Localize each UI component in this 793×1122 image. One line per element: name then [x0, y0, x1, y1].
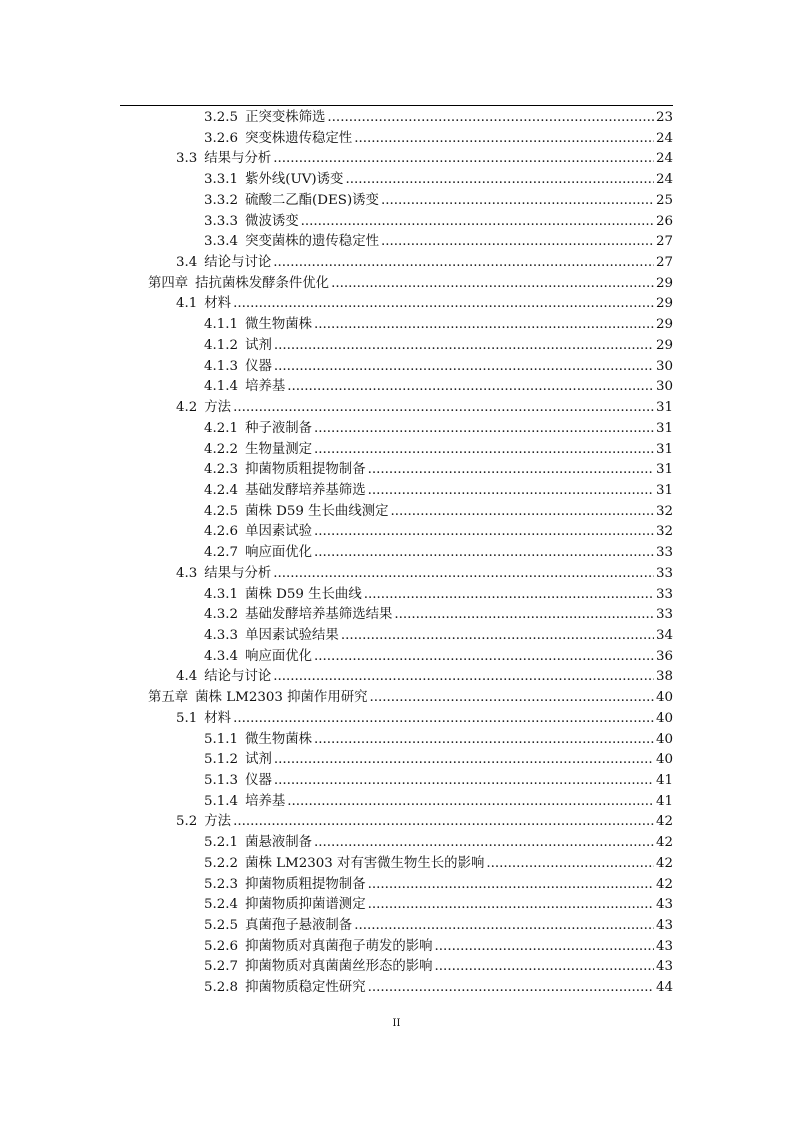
toc-entry-number: 5.2.3	[204, 876, 239, 892]
toc-entry-text	[148, 688, 673, 709]
toc-entry-label: 菌株 LM2303 对有害微生物生长的影响	[245, 855, 485, 871]
toc-entry-page: 43	[654, 916, 673, 937]
toc-entry-label: 菌株 LM2303 抑菌作用研究	[195, 690, 368, 706]
toc-entry[interactable]	[0, 377, 793, 398]
toc-entry[interactable]	[0, 916, 793, 937]
table-of-contents	[0, 108, 793, 999]
toc-entry-page: 40	[654, 688, 673, 709]
toc-entry-title	[176, 566, 273, 581]
toc-entry-title	[204, 234, 381, 249]
toc-entry-label: 真菌孢子悬液制备	[245, 918, 353, 934]
toc-entry-label: 菌悬液制备	[245, 835, 313, 851]
toc-entry-title	[204, 732, 314, 747]
toc-entry-number: 4.2.4	[204, 482, 239, 498]
toc-entry-page: 42	[654, 875, 673, 896]
toc-entry-number: 4.1.4	[204, 379, 239, 395]
toc-entry-label: 结果与分析	[204, 151, 272, 167]
toc-entry-label: 仪器	[245, 358, 272, 374]
toc-entry-page: 26	[654, 212, 673, 233]
toc-entry-title	[176, 814, 233, 829]
toc-entry-label: 拮抗菌株发酵条件优化	[195, 275, 330, 291]
toc-entry-page: 31	[654, 460, 673, 481]
toc-entry-title	[204, 193, 381, 208]
header-rule	[120, 105, 673, 106]
toc-entry[interactable]	[0, 730, 793, 751]
toc-entry-text	[204, 543, 673, 564]
toc-entry-text	[204, 315, 673, 336]
toc-entry-label: 试剂	[245, 337, 272, 353]
toc-entry-title	[204, 421, 314, 436]
toc-entry-number: 第四章	[148, 275, 189, 291]
toc-entry-text	[204, 937, 673, 958]
toc-entry-text	[204, 978, 673, 999]
toc-entry[interactable]	[0, 212, 793, 233]
toc-entry-label: 单因素试验	[245, 524, 313, 540]
toc-entry-number: 4.1.2	[204, 337, 239, 353]
toc-entry[interactable]	[0, 688, 793, 709]
toc-entry-text	[204, 875, 673, 896]
toc-entry-label: 基础发酵培养基筛选结果	[245, 607, 393, 623]
toc-entry[interactable]	[0, 419, 793, 440]
toc-entry-label: 培养基	[245, 793, 286, 809]
toc-entry-number: 5.1.1	[204, 731, 239, 747]
toc-entry-text	[204, 336, 673, 357]
toc-entry-title	[204, 587, 364, 602]
toc-entry-title	[176, 151, 273, 166]
toc-entry-page: 44	[654, 978, 673, 999]
toc-entry-label: 抑菌物质对真菌菌丝形态的影响	[245, 959, 433, 975]
toc-entry-label: 响应面优化	[245, 545, 313, 561]
toc-entry-label: 种子液制备	[245, 420, 313, 436]
toc-entry[interactable]	[0, 978, 793, 999]
toc-entry-number: 4.1	[176, 296, 198, 312]
toc-entry-page: 30	[654, 377, 673, 398]
toc-entry-text	[204, 626, 673, 647]
toc-entry-page: 40	[654, 709, 673, 730]
toc-entry-title	[204, 897, 368, 912]
toc-entry-page: 33	[654, 564, 673, 585]
toc-entry-text	[176, 709, 673, 730]
toc-entry[interactable]	[0, 812, 793, 833]
toc-entry-text	[176, 294, 673, 315]
toc-entry-text	[176, 253, 673, 274]
toc-entry-number: 4.3.3	[204, 627, 239, 643]
toc-entry-number: 5.1	[176, 710, 198, 726]
toc-entry-number: 第五章	[148, 690, 189, 706]
toc-entry-label: 抑菌物质稳定性研究	[245, 980, 366, 996]
toc-entry-label: 方法	[204, 814, 232, 830]
toc-entry[interactable]	[0, 564, 793, 585]
toc-entry-label: 试剂	[245, 752, 272, 768]
toc-entry-number: 5.1.4	[204, 793, 239, 809]
toc-entry-page: 31	[654, 481, 673, 502]
toc-entry-text	[204, 108, 673, 129]
toc-entry-label: 抑菌物质粗提物制备	[245, 876, 366, 892]
toc-entry-text	[204, 895, 673, 916]
toc-entry[interactable]	[0, 750, 793, 771]
toc-entry[interactable]	[0, 543, 793, 564]
toc-entry-label: 抑菌物质粗提物制备	[245, 462, 366, 478]
toc-entry-text	[204, 916, 673, 937]
toc-entry-label: 生物量测定	[245, 441, 313, 457]
toc-entry-number: 3.2.5	[204, 110, 239, 125]
toc-entry[interactable]	[0, 522, 793, 543]
toc-entry-text	[204, 647, 673, 668]
toc-entry-number: 5.2.2	[204, 855, 239, 871]
toc-entry-title	[204, 338, 274, 353]
toc-entry-title	[204, 649, 314, 664]
toc-entry-page: 24	[654, 170, 673, 191]
toc-entry-title	[204, 628, 341, 643]
toc-entry-page: 29	[654, 336, 673, 357]
toc-entry-number: 5.2	[176, 814, 198, 830]
toc-entry[interactable]	[0, 440, 793, 461]
toc-entry-number: 3.3.2	[204, 192, 239, 208]
toc-entry-page: 27	[654, 253, 673, 274]
toc-entry-text	[176, 564, 673, 585]
toc-entry-title	[204, 545, 314, 560]
toc-entry-title	[176, 711, 233, 726]
toc-entry-page: 36	[654, 647, 673, 668]
toc-entry-label: 结论与讨论	[204, 669, 272, 685]
toc-entry-number: 3.3.1	[204, 172, 239, 188]
toc-entry-label: 菌株 D59 生长曲线测定	[245, 503, 389, 519]
toc-entry[interactable]	[0, 854, 793, 875]
toc-entry-page: 42	[654, 812, 673, 833]
toc-entry-number: 5.2.4	[204, 897, 239, 913]
toc-entry-label: 微生物菌株	[245, 317, 313, 333]
toc-entry-page: 29	[654, 274, 673, 295]
toc-entry[interactable]	[0, 129, 793, 150]
toc-entry[interactable]	[0, 170, 793, 191]
toc-entry-page: 43	[654, 957, 673, 978]
toc-entry-page: 32	[654, 522, 673, 543]
toc-entry-page: 24	[654, 129, 673, 150]
toc-entry-label: 方法	[204, 400, 232, 416]
toc-entry-text	[204, 730, 673, 751]
toc-entry-title	[176, 255, 273, 270]
toc-entry-label: 紫外线(UV)诱变	[245, 172, 344, 188]
toc-entry[interactable]	[0, 709, 793, 730]
toc-entry-text	[176, 812, 673, 833]
toc-entry-number: 4.2.3	[204, 462, 239, 478]
toc-entry-number: 4.2.6	[204, 524, 239, 540]
toc-entry[interactable]	[0, 460, 793, 481]
toc-entry-label: 微生物菌株	[245, 731, 313, 747]
toc-entry-number: 4.2.2	[204, 441, 239, 457]
toc-entry-title	[204, 877, 368, 892]
toc-entry-title	[204, 317, 314, 332]
toc-entry-text	[204, 191, 673, 212]
toc-entry-page: 27	[654, 232, 673, 253]
toc-entry-label: 突变株遗传稳定性	[245, 130, 353, 146]
toc-entry-number: 3.3	[176, 151, 198, 167]
toc-entry-title	[204, 918, 354, 933]
toc-entry-title	[204, 959, 435, 974]
toc-entry[interactable]	[0, 626, 793, 647]
toc-entry-label: 材料	[204, 296, 232, 312]
toc-entry-number: 4.3.4	[204, 648, 239, 664]
toc-entry-page: 33	[654, 543, 673, 564]
toc-entry-text	[204, 129, 673, 150]
toc-entry[interactable]	[0, 357, 793, 378]
toc-entry-number: 4.3.2	[204, 607, 239, 623]
toc-entry[interactable]	[0, 191, 793, 212]
toc-entry-number: 3.3.3	[204, 213, 239, 229]
toc-entry-title	[204, 524, 314, 539]
toc-entry[interactable]	[0, 895, 793, 916]
toc-entry-page: 42	[654, 833, 673, 854]
toc-entry-page: 31	[654, 398, 673, 419]
toc-entry-title	[204, 172, 345, 187]
toc-entry-text	[204, 419, 673, 440]
toc-entry-page: 30	[654, 357, 673, 378]
toc-entry-number: 3.2.6	[204, 130, 239, 146]
toc-entry-label: 响应面优化	[245, 648, 313, 664]
toc-entry[interactable]	[0, 667, 793, 688]
toc-entry-text	[204, 460, 673, 481]
toc-entry-title	[204, 359, 274, 374]
toc-entry-title	[204, 752, 274, 767]
toc-entry[interactable]	[0, 957, 793, 978]
page-number: II	[392, 1018, 401, 1029]
toc-entry[interactable]	[0, 274, 793, 295]
toc-entry-title	[176, 669, 273, 684]
toc-entry-title	[204, 110, 327, 125]
toc-entry-label: 硫酸二乙酯(DES)诱变	[245, 192, 379, 208]
toc-entry-title	[148, 276, 331, 291]
toc-entry-text	[204, 232, 673, 253]
toc-entry-label: 菌株 D59 生长曲线	[245, 586, 362, 602]
toc-entry-text	[204, 771, 673, 792]
toc-entry-label: 结果与分析	[204, 565, 272, 581]
toc-entry-text	[204, 957, 673, 978]
toc-entry[interactable]	[0, 253, 793, 274]
toc-entry-page: 29	[654, 315, 673, 336]
toc-entry-title	[204, 980, 368, 995]
toc-entry[interactable]	[0, 149, 793, 170]
toc-entry-title	[176, 400, 233, 415]
toc-entry-text	[204, 605, 673, 626]
toc-entry-title	[204, 773, 274, 788]
toc-entry-title	[204, 794, 287, 809]
toc-entry[interactable]	[0, 792, 793, 813]
toc-entry-number: 5.2.6	[204, 938, 239, 954]
toc-entry-page: 34	[654, 626, 673, 647]
toc-entry-text	[204, 750, 673, 771]
toc-entry[interactable]	[0, 502, 793, 523]
toc-entry-number: 5.1.2	[204, 752, 239, 768]
toc-entry-text	[176, 667, 673, 688]
toc-entry-page: 25	[654, 191, 673, 212]
toc-entry[interactable]	[0, 647, 793, 668]
toc-entry[interactable]	[0, 232, 793, 253]
toc-entry-page: 43	[654, 895, 673, 916]
toc-entry-title	[204, 607, 394, 622]
toc-entry[interactable]	[0, 771, 793, 792]
toc-entry-title	[204, 939, 435, 954]
toc-entry-label: 抑菌物质对真菌孢子萌发的影响	[245, 938, 433, 954]
toc-entry-title	[204, 856, 486, 871]
toc-entry-number: 5.2.7	[204, 959, 239, 975]
toc-entry-page: 31	[654, 440, 673, 461]
toc-entry-title	[204, 131, 354, 146]
toc-entry-number: 5.2.8	[204, 980, 239, 996]
toc-entry-page: 41	[654, 771, 673, 792]
toc-entry-page: 33	[654, 585, 673, 606]
toc-entry-text	[204, 440, 673, 461]
toc-entry-label: 突变菌株的遗传稳定性	[245, 234, 379, 250]
toc-entry-text	[204, 170, 673, 191]
toc-entry-title	[204, 442, 314, 457]
toc-entry-text	[204, 357, 673, 378]
toc-entry-number: 5.2.5	[204, 918, 239, 934]
toc-entry-number: 4.1.3	[204, 358, 239, 374]
toc-entry-page: 32	[654, 502, 673, 523]
toc-entry-label: 培养基	[245, 379, 286, 395]
toc-entry-text	[204, 481, 673, 502]
toc-entry-label: 基础发酵培养基筛选	[245, 482, 366, 498]
toc-entry-title	[204, 379, 287, 394]
toc-entry-title	[204, 462, 368, 477]
toc-entry-label: 仪器	[245, 773, 272, 788]
toc-entry-title	[204, 504, 391, 519]
toc-entry-text	[204, 833, 673, 854]
toc-entry-page: 43	[654, 937, 673, 958]
toc-entry-title	[204, 483, 368, 498]
toc-entry[interactable]	[0, 605, 793, 626]
toc-entry-number: 4.2	[176, 400, 198, 416]
toc-entry-number: 4.1.1	[204, 317, 239, 333]
toc-entry-page: 23	[654, 108, 673, 129]
toc-entry-number: 3.4	[176, 255, 198, 271]
toc-entry-text	[204, 585, 673, 606]
toc-entry[interactable]	[0, 481, 793, 502]
toc-entry-text	[204, 502, 673, 523]
toc-entry-number: 4.2.7	[204, 545, 239, 561]
toc-entry-text	[204, 792, 673, 813]
toc-entry-label: 微波诱变	[245, 213, 299, 229]
toc-entry-text	[204, 377, 673, 398]
toc-entry-title	[148, 690, 370, 705]
toc-entry-number: 4.2.5	[204, 503, 239, 519]
toc-entry[interactable]	[0, 108, 793, 129]
toc-entry-title	[176, 296, 233, 311]
toc-entry[interactable]	[0, 833, 793, 854]
toc-entry-page: 42	[654, 854, 673, 875]
toc-entry-page: 40	[654, 750, 673, 771]
toc-entry-number: 5.2.1	[204, 835, 239, 851]
toc-entry-text	[176, 398, 673, 419]
toc-entry[interactable]	[0, 937, 793, 958]
toc-entry-text	[204, 212, 673, 233]
toc-entry[interactable]	[0, 315, 793, 336]
toc-entry-page: 29	[654, 294, 673, 315]
toc-entry-number: 3.3.4	[204, 234, 239, 250]
toc-entry-number: 5.1.3	[204, 773, 239, 788]
toc-entry-label: 正突变株筛选	[245, 110, 326, 125]
toc-entry-text	[176, 149, 673, 170]
toc-entry-label: 材料	[204, 710, 232, 726]
toc-entry-page: 31	[654, 419, 673, 440]
toc-entry[interactable]	[0, 585, 793, 606]
toc-entry[interactable]	[0, 336, 793, 357]
toc-entry-page: 38	[654, 667, 673, 688]
toc-entry-title	[204, 835, 314, 850]
toc-entry-text	[148, 274, 673, 295]
toc-entry-page: 33	[654, 605, 673, 626]
toc-entry-page: 24	[654, 149, 673, 170]
toc-entry[interactable]	[0, 398, 793, 419]
toc-entry[interactable]	[0, 294, 793, 315]
toc-entry-label: 结论与讨论	[204, 255, 272, 271]
toc-entry-label: 单因素试验结果	[245, 627, 339, 643]
toc-entry-text	[204, 854, 673, 875]
toc-entry-number: 4.4	[176, 669, 198, 685]
toc-entry[interactable]	[0, 875, 793, 896]
toc-entry-label: 抑菌物质抑菌谱测定	[245, 897, 366, 913]
toc-entry-page: 40	[654, 730, 673, 751]
toc-entry-number: 4.3.1	[204, 586, 239, 602]
toc-entry-number: 4.3	[176, 565, 198, 581]
toc-entry-page: 41	[654, 792, 673, 813]
toc-entry-title	[204, 214, 301, 229]
toc-entry-text	[204, 522, 673, 543]
toc-entry-number: 4.2.1	[204, 420, 239, 436]
